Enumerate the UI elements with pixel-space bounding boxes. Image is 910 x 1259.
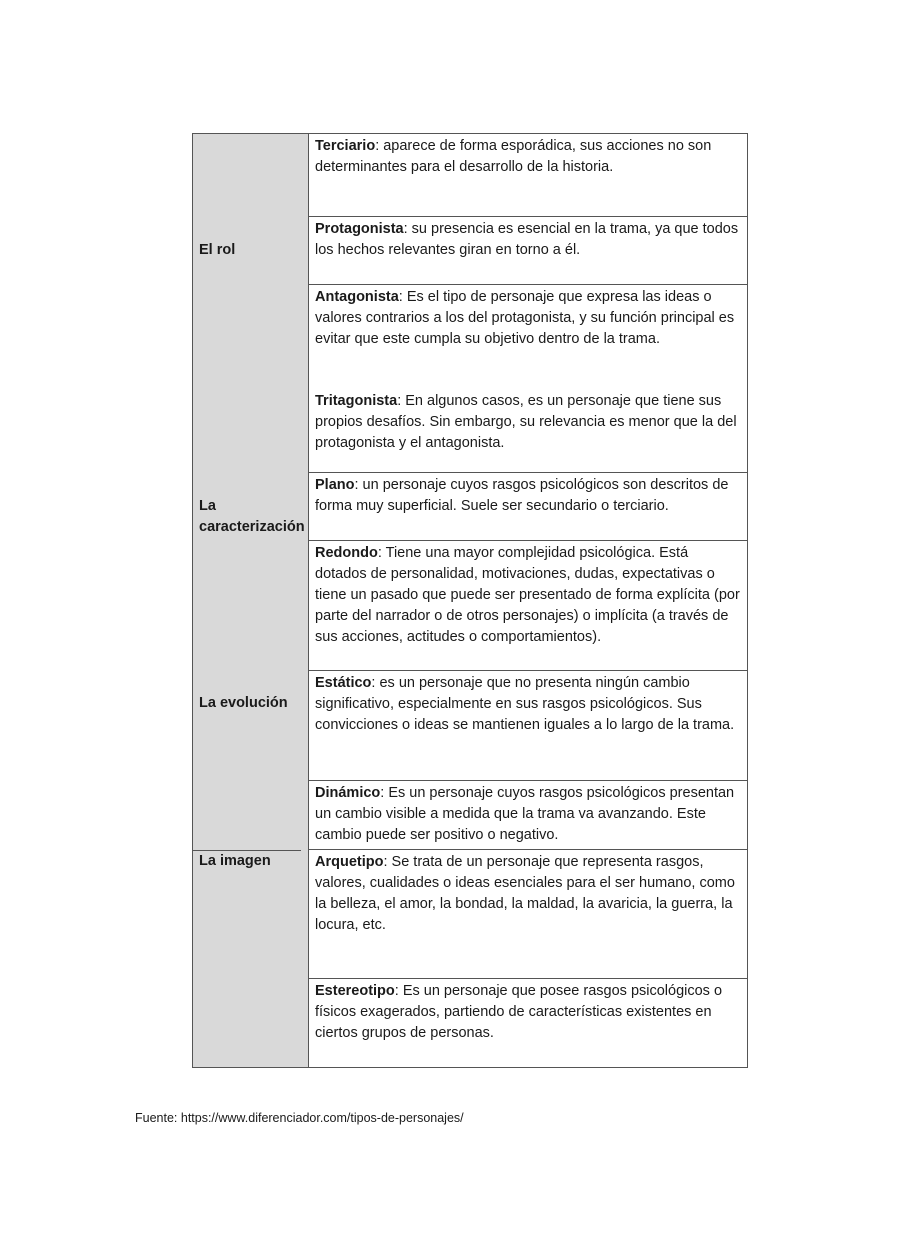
- term-description: : Es un personaje que posee rasgos psicológicos o físicos exagerados, partiendo de características existentes en ciertos grupos de personas.: [315, 983, 723, 1041]
- term-description: : En algunos casos, es un personaje que tiene sus propios desafíos. Sin embargo, su relevancia es menor que la del protagonista y el antagonista.: [315, 393, 737, 451]
- table-row: [309, 978, 748, 1067]
- term-name: Arquetipo: [315, 854, 384, 870]
- term-name: Estereotipo: [315, 983, 395, 999]
- term-description: : aparece de forma esporádica, sus acciones no son determinantes para el desarrollo de la historia.: [315, 138, 712, 175]
- category-label-caracterizacion: La caracterización: [199, 498, 305, 535]
- term-name: Dinámico: [315, 785, 381, 801]
- table-row: [309, 389, 748, 473]
- category-label-rol: El rol: [199, 242, 236, 258]
- term-description: : es un personaje que no presenta ningún cambio significativo, especialmente en sus rasgos psicológicos. Sus convicciones o ideas se mantienen iguales a lo largo de la trama.: [315, 675, 735, 733]
- term-name: Plano: [315, 477, 355, 493]
- table-row: [309, 216, 748, 285]
- table-row: [309, 284, 748, 390]
- table-row: [309, 540, 748, 671]
- term-description: : Es un personaje cuyos rasgos psicológicos presentan un cambio visible a medida que la trama va avanzando. Este cambio puede ser positivo o negativo.: [315, 785, 735, 843]
- term-name: Estático: [315, 675, 372, 691]
- table-row: [309, 849, 748, 979]
- term-description: : Es el tipo de personaje que expresa las ideas o valores contrarios a los del protagonista, y su función principal es evitar que este cumpla su objetivo dentro de la trama.: [315, 289, 735, 347]
- category-label-evolucion: La evolución: [199, 695, 288, 711]
- source-citation: Fuente: https://www.diferenciador.com/tipos-de-personajes/: [135, 1111, 464, 1125]
- character-types-table: [192, 133, 748, 1068]
- table-row: [309, 134, 748, 217]
- term-name: Antagonista: [315, 289, 399, 305]
- term-description: : un personaje cuyos rasgos psicológicos son descritos de forma muy superficial. Suele ser secundario o terciario.: [315, 477, 729, 514]
- category-column: [193, 134, 309, 1067]
- term-description: : Tiene una mayor complejidad psicológica. Está dotados de personalidad, motivaciones, dudas, expectativas o tiene un pasado que puede ser presentado de forma explícita (por parte del narrador o de otros personajes) o implícita (a través de sus acciones, actitudes o comportamientos).: [315, 545, 740, 645]
- term-description: : Se trata de un personaje que representa rasgos, valores, cualidades o ideas esenciales para el ser humano, como la belleza, el amor, la bondad, la maldad, la avaricia, la guerra, la locura, etc.: [315, 854, 735, 933]
- category-label-imagen: La imagen: [193, 850, 301, 872]
- table-row: [309, 670, 748, 781]
- table-row: [309, 472, 748, 541]
- term-name: Tritagonista: [315, 393, 398, 409]
- table-row: [309, 780, 748, 850]
- term-name: Redondo: [315, 545, 378, 561]
- term-description: : su presencia es esencial en la trama, ya que todos los hechos relevantes giran en torno a él.: [315, 221, 739, 258]
- term-name: Protagonista: [315, 221, 404, 237]
- term-name: Terciario: [315, 138, 376, 154]
